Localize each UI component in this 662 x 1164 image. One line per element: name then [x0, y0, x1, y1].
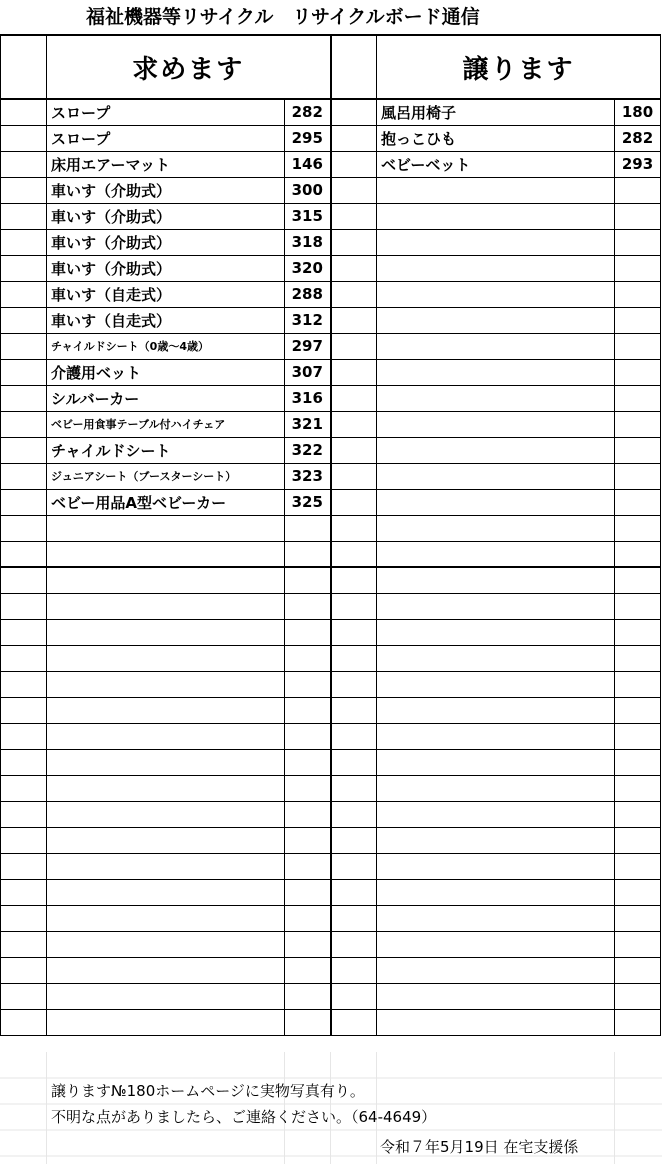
offered-item-number [615, 515, 661, 541]
offered-item-number [615, 255, 661, 281]
offered-item-number [615, 463, 661, 489]
offered-item-name [377, 333, 615, 359]
offered-item-name [377, 1009, 615, 1035]
row-blank-left [1, 879, 47, 905]
table-row [1, 411, 661, 437]
row-blank-right [331, 827, 377, 853]
offered-item-name [377, 229, 615, 255]
offered-item-name [377, 671, 615, 697]
table-row [1, 853, 661, 879]
offered-item-number [615, 307, 661, 333]
row-blank-left [1, 827, 47, 853]
page-title-text: 福祉機器等リサイクル リサイクルボード通信 [86, 6, 480, 28]
row-blank-right [331, 229, 377, 255]
offered-item-number: 293 [615, 151, 661, 177]
offered-item-number [615, 723, 661, 749]
table-row [1, 99, 661, 125]
table-row [1, 593, 661, 619]
row-blank-right [331, 125, 377, 151]
row-blank-left [1, 541, 47, 567]
wanted-item-number [285, 645, 331, 671]
offered-item-name [377, 905, 615, 931]
wanted-item-name: 車いす（自走式） [47, 281, 285, 307]
wanted-item-name [47, 801, 285, 827]
row-blank-left [1, 411, 47, 437]
offered-item-number [615, 333, 661, 359]
header-blank-right [331, 35, 377, 99]
row-blank-left [1, 333, 47, 359]
offered-item-number [615, 905, 661, 931]
wanted-item-name [47, 827, 285, 853]
wanted-item-name: シルバーカー [47, 385, 285, 411]
wanted-item-name [47, 1009, 285, 1035]
row-blank-left [1, 567, 47, 593]
row-blank-left [1, 749, 47, 775]
wanted-item-name [47, 853, 285, 879]
wanted-item-number: 300 [285, 177, 331, 203]
offered-item-name [377, 983, 615, 1009]
wanted-item-name [47, 541, 285, 567]
offered-item-name [377, 177, 615, 203]
offered-item-number [615, 567, 661, 593]
offered-item-number [615, 827, 661, 853]
offered-item-name [377, 307, 615, 333]
table-row [1, 255, 661, 281]
offered-item-name [377, 255, 615, 281]
wanted-item-number [285, 749, 331, 775]
row-blank-right [331, 983, 377, 1009]
offered-item-name: ベビーベット [377, 151, 615, 177]
row-blank-left [1, 671, 47, 697]
wanted-item-name [47, 775, 285, 801]
wanted-item-number: 295 [285, 125, 331, 151]
row-blank-left [1, 177, 47, 203]
row-blank-right [331, 1009, 377, 1035]
wanted-item-number: 307 [285, 359, 331, 385]
table-row [1, 385, 661, 411]
offered-item-name [377, 593, 615, 619]
wanted-item-name [47, 983, 285, 1009]
offered-item-name [377, 879, 615, 905]
row-blank-right [331, 905, 377, 931]
row-blank-left [1, 723, 47, 749]
table-row [1, 203, 661, 229]
row-blank-right [331, 775, 377, 801]
wanted-item-number [285, 515, 331, 541]
wanted-item-number: 146 [285, 151, 331, 177]
wanted-item-number [285, 983, 331, 1009]
row-blank-right [331, 203, 377, 229]
footer-signature: 令和７年5月19日 在宅支援係 [380, 1138, 579, 1156]
wanted-item-number [285, 879, 331, 905]
offered-item-name [377, 853, 615, 879]
offered-item-name [377, 801, 615, 827]
row-blank-right [331, 931, 377, 957]
wanted-item-number: 312 [285, 307, 331, 333]
wanted-item-number [285, 931, 331, 957]
row-blank-right [331, 957, 377, 983]
row-blank-right [331, 723, 377, 749]
wanted-item-number [285, 775, 331, 801]
offered-item-number [615, 229, 661, 255]
row-blank-left [1, 229, 47, 255]
wanted-item-name: 車いす（自走式） [47, 307, 285, 333]
wanted-item-name [47, 619, 285, 645]
row-blank-left [1, 645, 47, 671]
row-blank-left [1, 957, 47, 983]
wanted-item-name: チャイルドシート [47, 437, 285, 463]
offered-item-number [615, 775, 661, 801]
wanted-item-name [47, 645, 285, 671]
wanted-item-name [47, 671, 285, 697]
offered-item-number [615, 671, 661, 697]
row-blank-left [1, 437, 47, 463]
offered-item-name: 風呂用椅子 [377, 99, 615, 125]
row-blank-left [1, 463, 47, 489]
offered-item-number [615, 619, 661, 645]
offered-item-name [377, 541, 615, 567]
row-blank-right [331, 801, 377, 827]
wanted-item-name: チャイルドシート（0歳～4歳） [47, 333, 285, 359]
wanted-item-number: 318 [285, 229, 331, 255]
row-blank-right [331, 463, 377, 489]
table-row [1, 749, 661, 775]
wanted-item-number [285, 723, 331, 749]
row-blank-left [1, 307, 47, 333]
row-blank-left [1, 1009, 47, 1035]
table-row [1, 1009, 661, 1035]
row-blank-left [1, 593, 47, 619]
row-blank-right [331, 151, 377, 177]
table-row [1, 879, 661, 905]
table-row [1, 489, 661, 515]
wanted-item-number [285, 1009, 331, 1035]
row-blank-left [1, 125, 47, 151]
row-blank-right [331, 385, 377, 411]
row-blank-right [331, 541, 377, 567]
wanted-item-number: 325 [285, 489, 331, 515]
wanted-item-name [47, 723, 285, 749]
offered-item-name [377, 515, 615, 541]
wanted-item-number [285, 853, 331, 879]
offered-item-number [615, 931, 661, 957]
row-blank-left [1, 151, 47, 177]
offered-item-name [377, 697, 615, 723]
header-blank-left [1, 35, 47, 99]
offered-item-number [615, 437, 661, 463]
wanted-item-number: 288 [285, 281, 331, 307]
row-blank-left [1, 853, 47, 879]
wanted-item-name: 床用エアーマット [47, 151, 285, 177]
footer [0, 1052, 662, 1164]
recycle-board-table [0, 34, 661, 1036]
wanted-item-number: 321 [285, 411, 331, 437]
offered-item-name [377, 775, 615, 801]
offered-item-name [377, 203, 615, 229]
offered-item-name [377, 385, 615, 411]
row-blank-right [331, 879, 377, 905]
table-row [1, 671, 661, 697]
row-blank-right [331, 359, 377, 385]
row-blank-right [331, 255, 377, 281]
table-row [1, 463, 661, 489]
offered-item-number [615, 359, 661, 385]
offered-item-name [377, 281, 615, 307]
wanted-item-name [47, 905, 285, 931]
row-blank-right [331, 281, 377, 307]
offered-item-name [377, 411, 615, 437]
wanted-item-name [47, 931, 285, 957]
offered-item-number: 282 [615, 125, 661, 151]
row-blank-right [331, 645, 377, 671]
row-blank-right [331, 489, 377, 515]
table-row [1, 567, 661, 593]
offered-item-number [615, 1009, 661, 1035]
table-row [1, 957, 661, 983]
offered-item-number [615, 957, 661, 983]
wanted-item-name: スロープ [47, 125, 285, 151]
table-row [1, 619, 661, 645]
row-blank-right [331, 593, 377, 619]
row-blank-left [1, 931, 47, 957]
row-blank-left [1, 359, 47, 385]
wanted-item-number: 316 [285, 385, 331, 411]
table-row [1, 697, 661, 723]
wanted-item-name: ベビー用品A型ベビーカー [47, 489, 285, 515]
wanted-item-number [285, 619, 331, 645]
table-row [1, 125, 661, 151]
wanted-item-number: 320 [285, 255, 331, 281]
wanted-item-number [285, 697, 331, 723]
offered-item-number [615, 749, 661, 775]
offered-item-name [377, 723, 615, 749]
offered-item-name [377, 645, 615, 671]
wanted-item-name [47, 697, 285, 723]
offered-item-name [377, 359, 615, 385]
wanted-item-number [285, 567, 331, 593]
header-row [1, 35, 661, 99]
offered-item-name [377, 827, 615, 853]
offered-item-name [377, 619, 615, 645]
wanted-item-name: 車いす（介助式） [47, 203, 285, 229]
page-title [0, 0, 662, 34]
row-blank-left [1, 281, 47, 307]
row-blank-left [1, 905, 47, 931]
footer-note-photo: 譲ります№180ホームページに実物写真有り。 [51, 1082, 365, 1100]
table-row [1, 775, 661, 801]
table-row [1, 151, 661, 177]
wanted-item-name: 車いす（介助式） [47, 229, 285, 255]
offered-item-number [615, 593, 661, 619]
wanted-item-number [285, 593, 331, 619]
table-row [1, 515, 661, 541]
row-blank-right [331, 411, 377, 437]
table-row [1, 801, 661, 827]
row-blank-right [331, 567, 377, 593]
row-blank-left [1, 385, 47, 411]
offered-item-name [377, 957, 615, 983]
offered-item-number [615, 645, 661, 671]
row-blank-left [1, 983, 47, 1009]
footer-note-contact: 不明な点がありましたら、ご連絡ください。（64-4649） [51, 1108, 437, 1126]
row-blank-right [331, 749, 377, 775]
table-row [1, 307, 661, 333]
offered-item-number: 180 [615, 99, 661, 125]
row-blank-right [331, 697, 377, 723]
offered-item-number [615, 177, 661, 203]
offered-item-number [615, 385, 661, 411]
row-blank-left [1, 697, 47, 723]
table-row [1, 333, 661, 359]
wanted-item-name [47, 879, 285, 905]
row-blank-right [331, 99, 377, 125]
offered-item-name [377, 463, 615, 489]
wanted-item-number [285, 801, 331, 827]
wanted-item-name: スロープ [47, 99, 285, 125]
table-row [1, 931, 661, 957]
offered-item-number [615, 411, 661, 437]
table-row [1, 645, 661, 671]
wanted-item-name: 車いす（介助式） [47, 177, 285, 203]
offered-item-number [615, 489, 661, 515]
row-blank-left [1, 489, 47, 515]
offered-item-name [377, 489, 615, 515]
wanted-item-name: ジュニアシート（ブースターシート） [47, 463, 285, 489]
wanted-item-number [285, 905, 331, 931]
row-blank-right [331, 177, 377, 203]
offered-item-name: 抱っこひも [377, 125, 615, 151]
wanted-header: 求めます [47, 35, 331, 99]
wanted-item-number [285, 671, 331, 697]
offered-item-number [615, 801, 661, 827]
table-row [1, 359, 661, 385]
wanted-item-number [285, 541, 331, 567]
wanted-item-number [285, 957, 331, 983]
offered-item-name [377, 567, 615, 593]
offered-item-number [615, 879, 661, 905]
table-row [1, 229, 661, 255]
wanted-item-name: 介護用ベット [47, 359, 285, 385]
wanted-item-number: 322 [285, 437, 331, 463]
wanted-item-name [47, 567, 285, 593]
wanted-item-name: ベビー用食事テーブル付ハイチェア [47, 411, 285, 437]
offered-item-name [377, 931, 615, 957]
row-blank-right [331, 437, 377, 463]
wanted-item-name [47, 515, 285, 541]
offered-header: 譲ります [377, 35, 661, 99]
table-row [1, 437, 661, 463]
offered-item-number [615, 203, 661, 229]
table-row [1, 723, 661, 749]
wanted-item-number: 323 [285, 463, 331, 489]
row-blank-right [331, 853, 377, 879]
offered-item-number [615, 853, 661, 879]
row-blank-left [1, 775, 47, 801]
wanted-item-name [47, 749, 285, 775]
wanted-item-number: 315 [285, 203, 331, 229]
wanted-item-number: 297 [285, 333, 331, 359]
row-blank-left [1, 515, 47, 541]
row-blank-left [1, 203, 47, 229]
wanted-item-name [47, 957, 285, 983]
row-blank-right [331, 307, 377, 333]
table-row [1, 905, 661, 931]
wanted-item-number [285, 827, 331, 853]
row-blank-left [1, 255, 47, 281]
row-blank-left [1, 99, 47, 125]
wanted-item-name: 車いす（介助式） [47, 255, 285, 281]
table-row [1, 541, 661, 567]
table-row [1, 177, 661, 203]
offered-item-name [377, 437, 615, 463]
row-blank-right [331, 619, 377, 645]
offered-item-name [377, 749, 615, 775]
offered-item-number [615, 983, 661, 1009]
table-row [1, 827, 661, 853]
wanted-item-name [47, 593, 285, 619]
row-blank-right [331, 671, 377, 697]
offered-item-number [615, 541, 661, 567]
row-blank-right [331, 333, 377, 359]
offered-item-number [615, 281, 661, 307]
row-blank-right [331, 515, 377, 541]
table-row [1, 281, 661, 307]
row-blank-left [1, 801, 47, 827]
table-row [1, 983, 661, 1009]
row-blank-left [1, 619, 47, 645]
offered-item-number [615, 697, 661, 723]
wanted-item-number: 282 [285, 99, 331, 125]
